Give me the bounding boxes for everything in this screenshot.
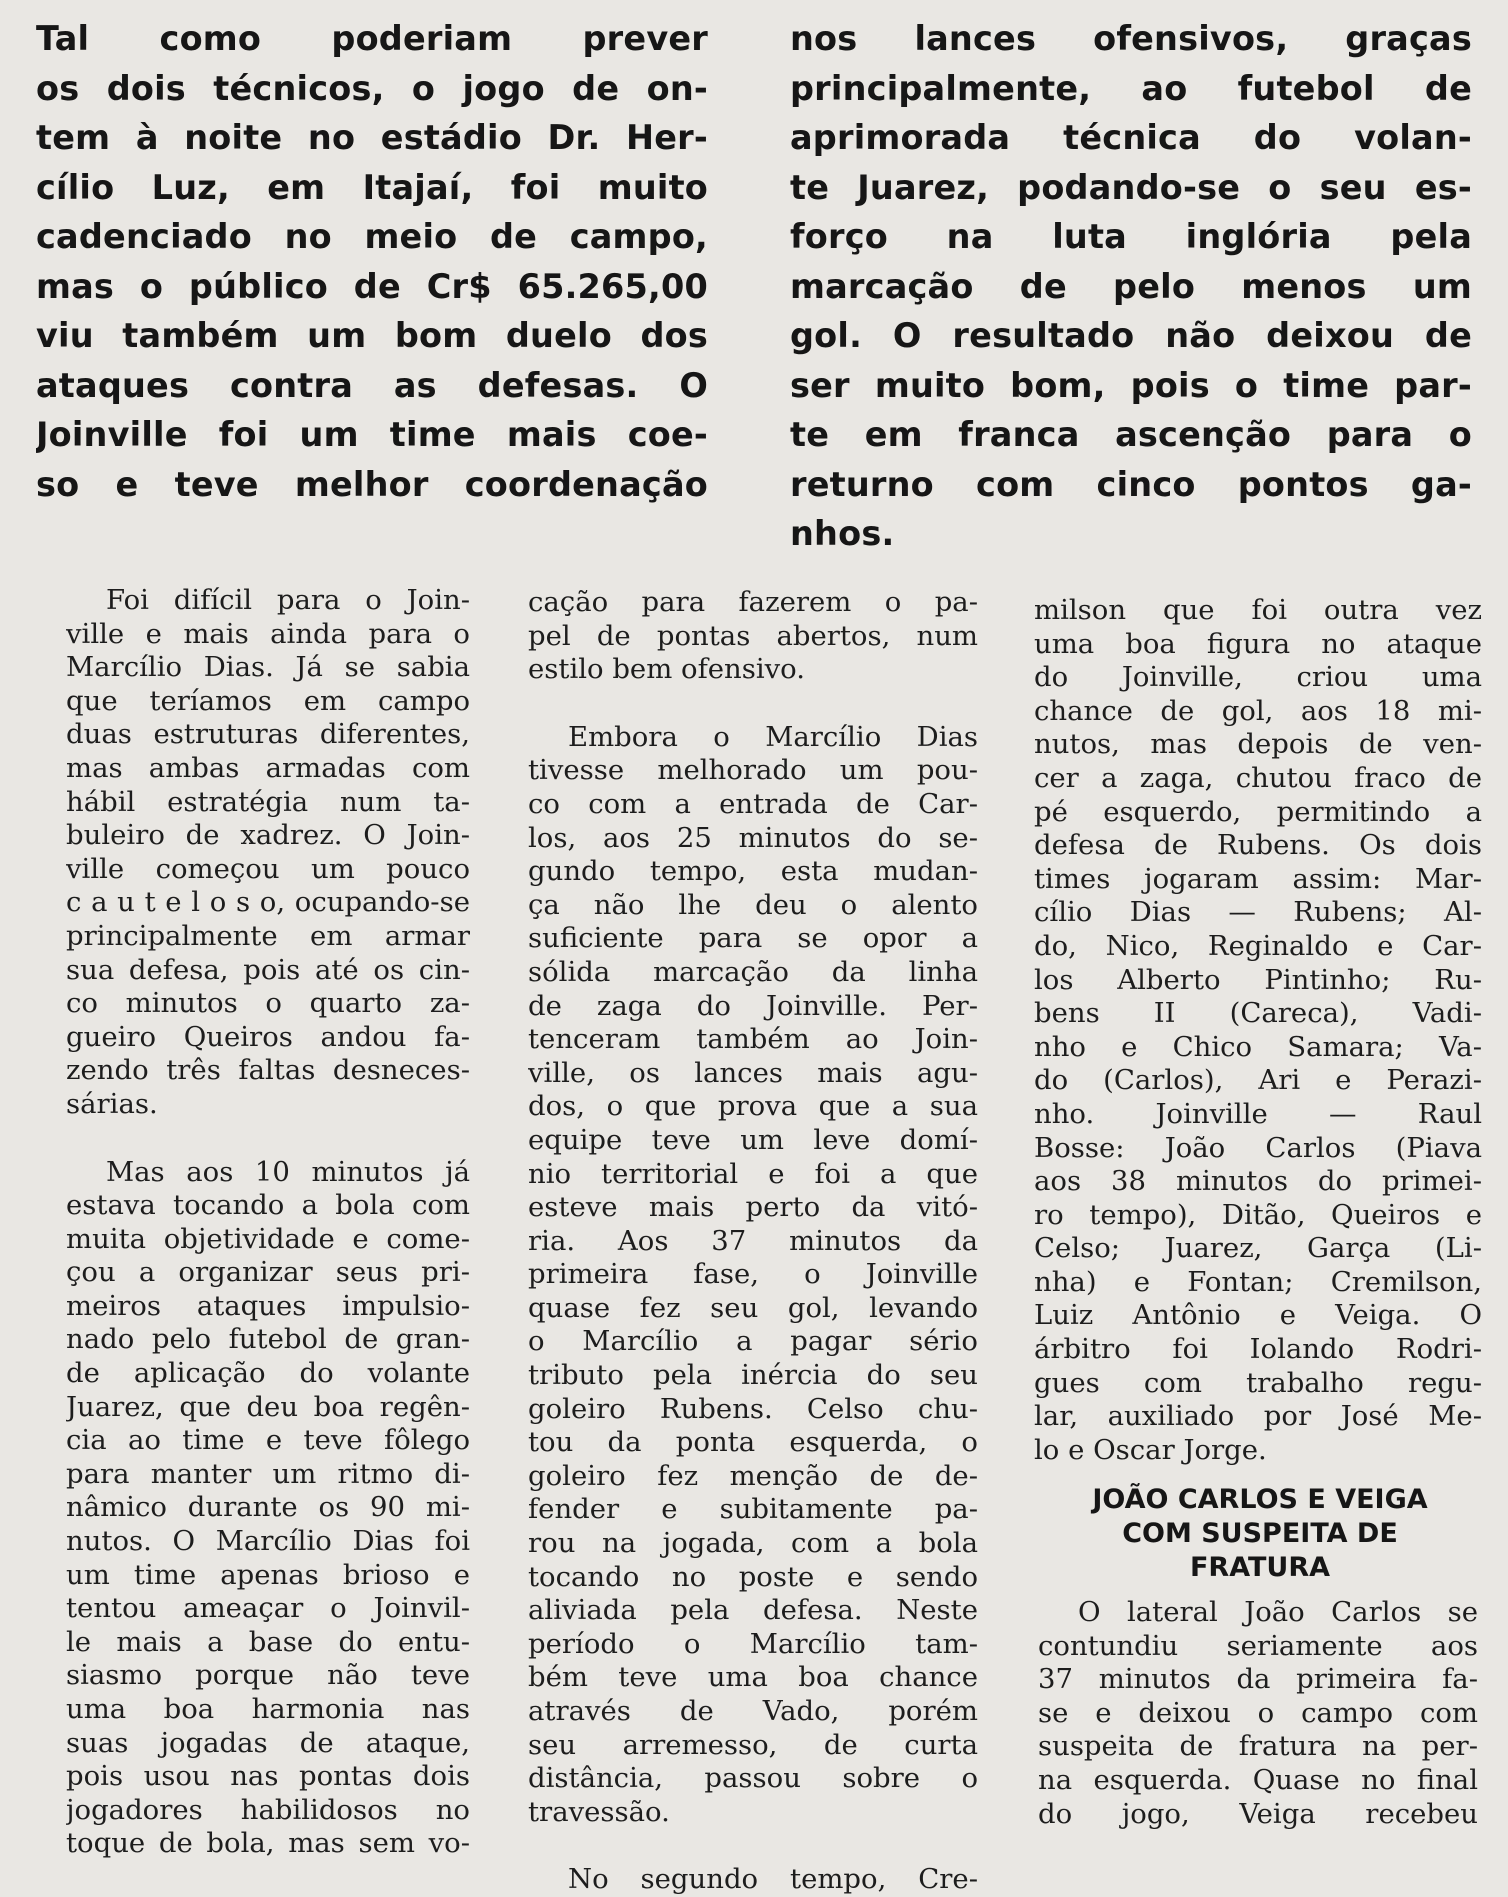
- text-line: jogadores habilidosos no: [66, 1793, 470, 1826]
- text-line: principalmente em armar: [66, 919, 470, 952]
- text-line: Embora o Marcílio Dias: [568, 720, 978, 753]
- text-line: um time apenas brioso e: [66, 1558, 470, 1591]
- text-line: FRATURA: [1189, 1552, 1331, 1583]
- text-line: COM SUSPEITA DE: [1122, 1518, 1398, 1549]
- paragraph: [528, 586, 978, 687]
- text-line: tenceram também ao Join-: [528, 1023, 978, 1056]
- text-line: cer a zaga, chutou fraco de: [1034, 761, 1482, 794]
- text-line: Foi difícil para o Join-: [106, 584, 470, 616]
- text-line: se e deixou o campo com: [1038, 1696, 1478, 1729]
- text-line: co com a entrada de Car-: [528, 787, 978, 820]
- text-line: cílio Luz, em Itajaí, foi muito: [36, 167, 708, 207]
- text-line: equipe teve um leve domí-: [528, 1123, 978, 1156]
- text-line: tributo pela inércia do seu: [528, 1359, 978, 1392]
- text-line: distância, passou sobre o: [528, 1762, 978, 1795]
- text-line: muita objetividade e come-: [66, 1222, 470, 1255]
- text-line: milson que foi outra vez: [1034, 594, 1482, 626]
- text-line: los, aos 25 minutos do se-: [528, 821, 978, 854]
- text-line: suficiente para se opor a: [528, 922, 978, 955]
- text-line: returno com cinco pontos ga-: [790, 464, 1472, 504]
- text-line: so e teve melhor coordenação: [36, 464, 708, 504]
- text-line: sua defesa, pois até os cin-: [66, 953, 470, 986]
- paragraph: [528, 1863, 978, 1897]
- text-line: rou na jogada, com a bola: [528, 1527, 978, 1560]
- text-line: o Marcílio a pagar sério: [528, 1325, 978, 1358]
- text-line: primeira fase, o Joinville: [528, 1258, 978, 1291]
- text-line: ro tempo), Ditão, Queiros e: [1034, 1198, 1482, 1231]
- text-line: aliviada pela defesa. Neste: [528, 1594, 978, 1627]
- text-line: ville e mais ainda para o: [66, 617, 470, 650]
- text-line: nâmico durante os 90 mi-: [66, 1491, 470, 1524]
- text-line: período o Marcílio tam-: [528, 1627, 978, 1660]
- text-line: ça não lhe deu o alento: [528, 888, 978, 921]
- text-line: nio territorial e foi a que: [528, 1157, 978, 1190]
- text-line: aprimorada técnica do volan-: [790, 118, 1472, 157]
- text-line: tentou ameaçar o Joinvil-: [66, 1592, 470, 1625]
- text-line: times jogaram assim: Mar-: [1034, 862, 1482, 895]
- text-line: çou a organizar seus pri-: [66, 1256, 470, 1289]
- text-line: esteve mais perto da vitó-: [528, 1191, 978, 1224]
- text-line: lar, auxiliado por José Me-: [1034, 1400, 1482, 1433]
- text-line: nho e Chico Samara; Va-: [1034, 1030, 1482, 1063]
- text-line: gundo tempo, esta mudan-: [528, 855, 978, 888]
- text-line: meiros ataques impulsio-: [66, 1289, 470, 1322]
- text-line: bém teve uma boa chance: [528, 1661, 978, 1694]
- text-line: tem à noite no estádio Dr. Her-: [36, 118, 708, 157]
- text-line: Celso; Juarez, Garça (Li-: [1034, 1232, 1482, 1265]
- text-line: nhos.: [790, 514, 895, 553]
- text-line: co minutos o quarto za-: [66, 987, 470, 1020]
- lead-paragraph-left: [36, 14, 708, 509]
- text-line: do (Carlos), Ari e Perazi-: [1034, 1064, 1482, 1097]
- text-line: contundiu seriamente aos: [1038, 1629, 1478, 1662]
- text-line: do, Nico, Reginaldo e Car-: [1034, 929, 1482, 962]
- text-line: Juarez, que deu boa regên-: [66, 1390, 470, 1423]
- text-line: pois usou nas pontas dois: [66, 1760, 470, 1793]
- text-line: principalmente, ao futebol de: [790, 68, 1472, 108]
- text-line: sólida marcação da linha: [528, 955, 978, 988]
- text-line: Marcílio Dias. Já se sabia: [66, 651, 470, 684]
- text-line: suas jogadas de ataque,: [66, 1726, 470, 1759]
- text-line: os dois técnicos, o jogo de on-: [36, 68, 708, 108]
- text-line: cadenciado no meio de campo,: [36, 217, 708, 256]
- paragraph: [1034, 594, 1482, 1467]
- text-line: estava tocando a bola com: [66, 1189, 470, 1222]
- text-line: do jogo, Veiga recebeu: [1038, 1797, 1478, 1830]
- text-line: de zaga do Joinville. Per-: [528, 989, 978, 1022]
- text-line: para manter um ritmo di-: [66, 1457, 470, 1490]
- text-line: Tal como poderiam prever: [36, 19, 708, 58]
- text-line: ville, os lances mais agu-: [528, 1056, 978, 1089]
- text-line: nutos. O Marcílio Dias foi: [66, 1525, 470, 1558]
- text-line: viu também um bom duelo dos: [36, 316, 708, 355]
- text-line: do Joinville, criou uma: [1034, 661, 1482, 694]
- paragraph: [66, 1156, 470, 1861]
- text-line: buleiro de xadrez. O Join-: [66, 819, 470, 852]
- text-line: tocando no poste e sendo: [528, 1560, 978, 1593]
- text-line: los Alberto Pintinho; Ru-: [1034, 963, 1482, 996]
- text-line: ser muito bom, pois o time par-: [790, 365, 1472, 405]
- text-line: cílio Dias — Rubens; Al-: [1034, 896, 1482, 929]
- text-line: mas ambas armadas com: [66, 751, 470, 784]
- text-line: uma boa figura no ataque: [1034, 627, 1482, 660]
- paragraph: [528, 721, 978, 1830]
- text-line: Mas aos 10 minutos já: [106, 1155, 470, 1188]
- text-line: travessão.: [528, 1795, 670, 1828]
- lead-paragraph-right: [790, 14, 1472, 559]
- text-line: ria. Aos 37 minutos da: [528, 1224, 978, 1257]
- text-line: bens II (Careca), Vadi-: [1034, 997, 1482, 1030]
- text-line: nutos, mas depois de ven-: [1034, 728, 1482, 761]
- text-line: lo e Oscar Jorge.: [1034, 1433, 1267, 1466]
- text-line: fender e subitamente pa-: [528, 1493, 978, 1526]
- text-line: goleiro Rubens. Celso chu-: [528, 1392, 978, 1425]
- paragraph: [1038, 1596, 1478, 1831]
- body-column-3: [1034, 594, 1482, 1467]
- text-line: pé esquerdo, permitindo a: [1034, 795, 1482, 828]
- text-line: gues com trabalho regu-: [1034, 1366, 1482, 1399]
- text-line: tivesse melhorado um pou-: [528, 754, 978, 787]
- text-line: de aplicação do volante: [66, 1357, 470, 1390]
- text-line: nado pelo futebol de gran-: [66, 1323, 470, 1356]
- text-line: através de Vado, porém: [528, 1695, 978, 1727]
- text-line: Bosse: João Carlos (Piava: [1034, 1131, 1482, 1164]
- text-line: Luiz Antônio e Veiga. O: [1034, 1299, 1482, 1332]
- text-line: pel de pontas abertos, num: [528, 619, 978, 652]
- text-line: dos, o que prova que a sua: [528, 1090, 978, 1123]
- text-line: goleiro fez menção de de-: [528, 1459, 978, 1492]
- text-line: zendo três faltas desneces-: [66, 1054, 470, 1087]
- text-line: nha) e Fontan; Cremilson,: [1034, 1265, 1482, 1298]
- text-line: quase fez seu gol, levando: [528, 1291, 978, 1324]
- body-column-2: [528, 586, 978, 1897]
- text-line: cia ao time e teve fôlego: [66, 1424, 470, 1457]
- sub-headline: [1040, 1483, 1480, 1585]
- text-line: No segundo tempo, Cre-: [568, 1863, 978, 1896]
- text-line: que teríamos em campo: [66, 684, 470, 717]
- text-line: uma boa harmonia nas: [66, 1693, 470, 1725]
- text-line: gol. O resultado não deixou de: [790, 316, 1472, 355]
- paragraph: [66, 584, 470, 1122]
- text-line: mas o público de Cr$ 65.265,00: [36, 266, 708, 306]
- text-line: gueiro Queiros andou fa-: [66, 1020, 470, 1053]
- text-line: chance de gol, aos 18 mi-: [1034, 694, 1482, 727]
- body-column-3-continuation: [1038, 1596, 1478, 1831]
- text-line: toque de bola, mas sem vo-: [66, 1827, 470, 1860]
- text-line: duas estruturas diferentes,: [66, 718, 470, 751]
- text-line: seu arremesso, de curta: [528, 1728, 978, 1761]
- text-line: c a u t e l o s o, ocupando-se: [66, 886, 470, 919]
- text-line: sárias.: [66, 1087, 158, 1120]
- text-line: na esquerda. Quase no final: [1038, 1763, 1478, 1796]
- text-line: JOÃO CARLOS E VEIGA: [1092, 1484, 1428, 1515]
- text-line: Joinville foi um time mais coe-: [36, 415, 708, 454]
- text-line: tou da ponta esquerda, o: [528, 1426, 978, 1459]
- text-line: nos lances ofensivos, graças: [790, 19, 1472, 58]
- text-line: ville começou um pouco: [66, 852, 470, 885]
- text-line: O lateral João Carlos se: [1078, 1596, 1478, 1628]
- text-line: ataques contra as defesas. O: [36, 365, 708, 405]
- text-line: nho. Joinville — Raul: [1034, 1097, 1482, 1130]
- text-line: marcação de pelo menos um: [790, 266, 1472, 306]
- text-line: le mais a base do entu-: [66, 1625, 470, 1658]
- text-line: hábil estratégia num ta-: [66, 785, 470, 818]
- body-column-1: [66, 584, 470, 1861]
- text-line: te Juarez, podando-se o seu es-: [790, 167, 1472, 207]
- text-line: 37 minutos da primeira fa-: [1038, 1663, 1478, 1696]
- text-line: cação para fazerem o pa-: [528, 586, 978, 618]
- text-line: forço na luta inglória pela: [790, 217, 1472, 256]
- text-line: te em franca ascenção para o: [790, 415, 1472, 454]
- text-line: siasmo porque não teve: [66, 1659, 470, 1692]
- text-line: defesa de Rubens. Os dois: [1034, 829, 1482, 862]
- text-line: árbitro foi Iolando Rodri-: [1034, 1333, 1482, 1366]
- text-line: suspeita de fratura na per-: [1038, 1730, 1478, 1763]
- text-line: aos 38 minutos do primei-: [1034, 1165, 1482, 1198]
- text-line: estilo bem ofensivo.: [528, 653, 806, 686]
